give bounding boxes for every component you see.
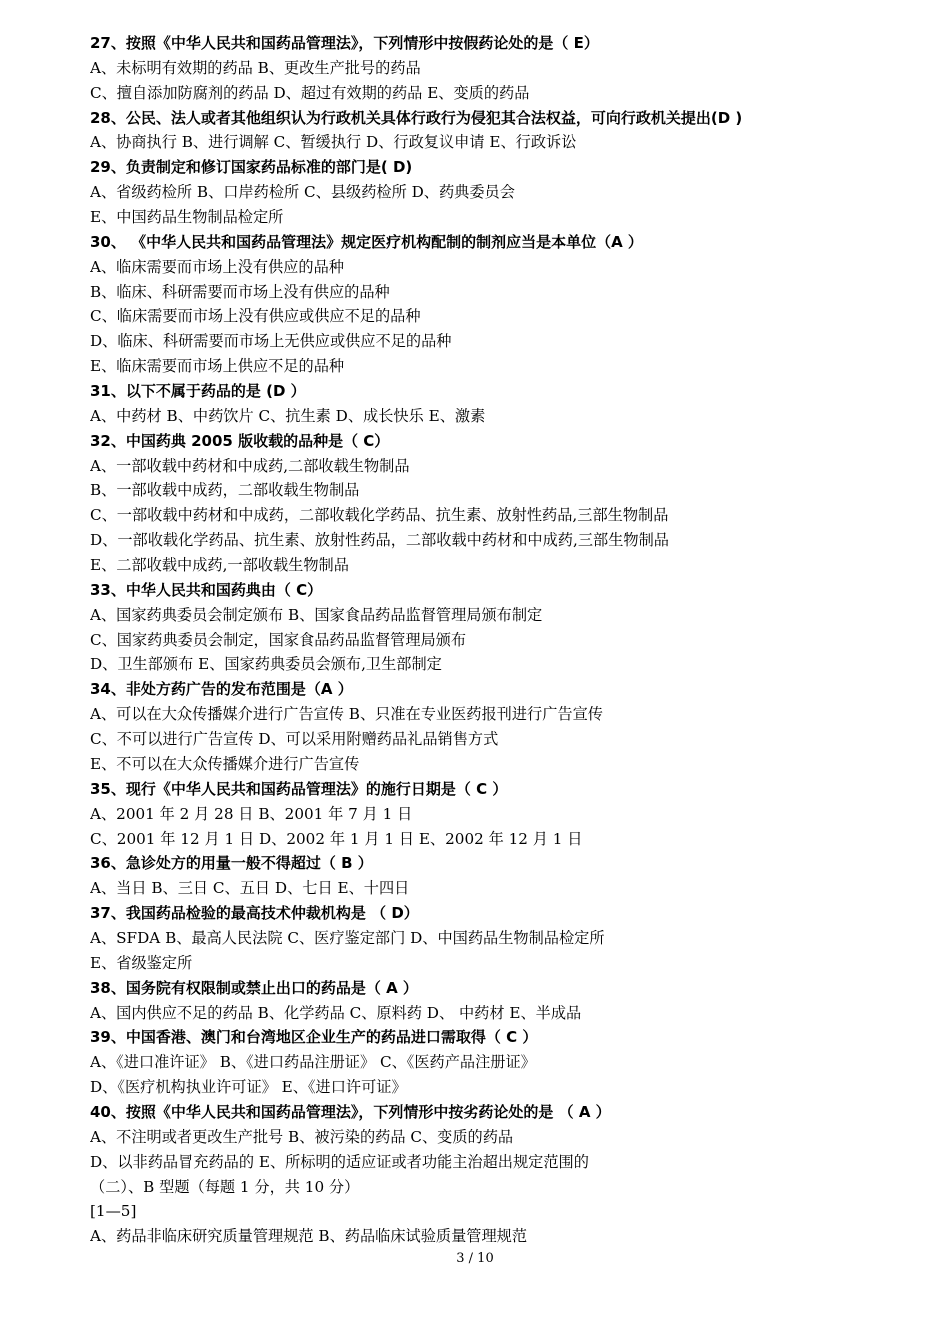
option-line: A、2001 年 2 月 28 日 B、2001 年 7 月 1 日 [90,804,413,823]
option-line: A、一部收载中药材和中成药,二部收载生物制品 [90,456,410,475]
option-line: A、临床需要而市场上没有供应的品种 [90,257,344,276]
question-line: 37、我国药品检验的最高技术仲裁机构是 （ D） [90,904,419,923]
option-line: C、一部收载中药材和中成药，二部收载化学药品、抗生素、放射性药品,三部生物制品 [90,506,669,525]
question-line: 33、中华人民共和国药典由（ C） [90,580,323,599]
option-line: E、省级鉴定所 [90,953,193,972]
option-line: A、《进口准许证》 B、《进口药品注册证》 C、《医药产品注册证》 [90,1053,536,1072]
option-line: E、临床需要而市场上供应不足的品种 [90,357,345,376]
option-line: A、药品非临床研究质量管理规范 B、药品临床试验质量管理规范 [90,1227,528,1246]
question-line: 28、公民、法人或者其他组织认为行政机关具体行政行为侵犯其合法权益，可向行政机关提出(D ) [90,108,743,127]
option-line: A、当日 B、三日 C、五日 D、七日 E、十四日 [90,879,410,898]
question-line: 35、现行《中华人民共和国药品管理法》的施行日期是（ C ） [90,779,508,798]
option-line: D、《医疗机构执业许可证》 E、《进口许可证》 [90,1078,407,1097]
option-line: A、可以在大众传播媒介进行广告宣传 B、只准在专业医药报刊进行广告宣传 [90,705,603,724]
option-line: A、不注明或者更改生产批号 B、被污染的药品 C、变质的药品 [90,1127,514,1146]
option-line: A、省级药检所 B、口岸药检所 C、县级药检所 D、药典委员会 [90,183,515,202]
option-line: [1—5] [90,1202,137,1221]
question-line: 32、中国药典 2005 版收载的品种是（ C） [90,431,390,450]
option-line: C、临床需要而市场上没有供应或供应不足的品种 [90,307,421,326]
question-line: 31、以下不属于药品的是 (D ） [90,382,306,401]
option-line: E、中国药品生物制品检定所 [90,208,284,227]
option-line: C、不可以进行广告宣传 D、可以采用附赠药品礼品销售方式 [90,730,499,749]
question-line: 39、中国香港、澳门和台湾地区企业生产的药品进口需取得（ C ） [90,1028,538,1047]
document-body [90,31,910,1249]
option-line: A、国内供应不足的药品 B、化学药品 C、原料药 D、 中药材 E、半成品 [90,1003,582,1022]
question-line: 29、负责制定和修订国家药品标准的部门是( D) [90,158,413,177]
option-line: A、中药材 B、中药饮片 C、抗生素 D、成长快乐 E、激素 [90,406,486,425]
question-line: 40、按照《中华人民共和国药品管理法》，下列情形中按劣药论处的是 （ A ） [90,1102,611,1121]
option-line: B、临床、科研需要而市场上没有供应的品种 [90,282,390,301]
option-line: C、擅自添加防腐剂的药品 D、超过有效期的药品 E、变质的药品 [90,83,530,102]
option-line: D、以非药品冒充药品的 E、所标明的适应证或者功能主治超出规定范围的 [90,1152,589,1171]
option-line: D、一部收载化学药品、抗生素、放射性药品，二部收载中药材和中成药,三部生物制品 [90,531,669,550]
option-line: E、二部收载中成药,一部收载生物制品 [90,556,349,575]
question-line: 38、国务院有权限制或禁止出口的药品是（ A ） [90,978,418,997]
question-line: 27、按照《中华人民共和国药品管理法》，下列情形中按假药论处的是（ E） [90,34,599,52]
option-line: B、一部收载中成药，二部收载生物制品 [90,481,360,500]
option-line: C、2001 年 12 月 1 日 D、2002 年 1 月 1 日 E、2002 年 12 月 1 日 [90,829,583,848]
option-line: A、SFDA B、最高人民法院 C、医疗鉴定部门 D、中国药品生物制品检定所 [90,928,605,947]
question-line: 36、急诊处方的用量一般不得超过（ B ） [90,854,373,873]
question-line: 30、 《中华人民共和国药品管理法》规定医疗机构配制的制剂应当是本单位（A ） [90,232,643,251]
option-line: A、国家药典委员会制定颁布 B、国家食品药品监督管理局颁布制定 [90,605,543,624]
option-line: A、协商执行 B、进行调解 C、暂缓执行 D、行政复议申请 E、行政诉讼 [90,133,577,152]
option-line: D、卫生部颁布 E、国家药典委员会颁布,卫生部制定 [90,655,442,674]
option-line: D、临床、科研需要而市场上无供应或供应不足的品种 [90,332,452,351]
option-line: A、未标明有效期的药品 B、更改生产批号的药品 [90,58,421,77]
option-line: （二）、B 型题（每题 1 分，共 10 分） [90,1177,360,1196]
option-line: C、国家药典委员会制定，国家食品药品监督管理局颁布 [90,630,467,649]
option-line: E、不可以在大众传播媒介进行广告宣传 [90,754,360,773]
question-line: 34、非处方药广告的发布范围是（A ） [90,680,353,699]
page-number: 3 / 10 [456,1251,494,1266]
